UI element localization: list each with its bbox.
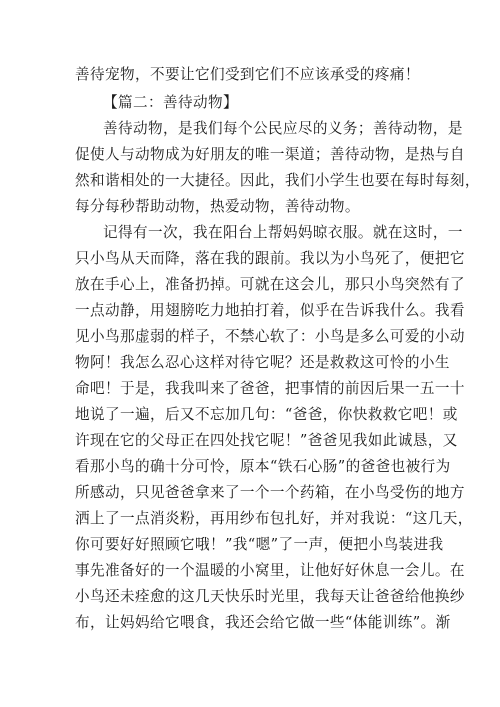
text-line: 布，让妈妈给它喂食，我还会给它做一些“体能训练”。渐 xyxy=(75,614,451,631)
text-line: 善待动物，是我们每个公民应尽的义务；善待动物，是 xyxy=(103,120,463,137)
text-line: 促使人与动物成为好朋友的唯一渠道；善待动物，是热与自 xyxy=(75,146,465,163)
text-line: 每分每秒帮助动物，热爱动物，善待动物。 xyxy=(75,198,360,215)
text-line: 记得有一次，我在阳台上帮妈妈晾衣服。就在这时，一 xyxy=(103,224,463,241)
text-line: 看那小鸟的确十分可怜，原本“铁石心肠”的爸爸也被行为 xyxy=(75,458,451,475)
text-line: 你可要好好照顾它哦！”我“嗯”了一声，便把小鸟装进我 xyxy=(75,536,444,553)
text-line: 命吧！于是，我我叫来了爸爸，把事情的前因后果一五一十 xyxy=(75,380,465,397)
text-line: 许现在它的父母正在四处找它呢！”爸爸见我如此诚恳，又 xyxy=(75,432,458,449)
text-line: 小鸟还未痊愈的这几天快乐时光里，我每天让爸爸给他换纱 xyxy=(75,588,465,605)
text-line: 见小鸟那虚弱的样子，不禁心软了：小鸟是多么可爱的小动 xyxy=(75,328,465,345)
text-line: 一点动静，用翅膀吃力地拍打着，似乎在告诉我什么。我看 xyxy=(75,302,465,319)
text-line: 放在手心上，准备扔掉。可就在这会儿，那只小鸟突然有了 xyxy=(75,276,465,293)
text-line: 物阿！我怎么忍心这样对待它呢？还是救救这可怜的小生 xyxy=(75,354,450,371)
section-heading: 【篇二：善待动物】 xyxy=(103,94,238,111)
text-line: 善待宠物，不要让它们受到它们不应该承受的疼痛！ xyxy=(75,66,420,83)
text-line: 只小鸟从天而降，落在我的跟前。我以为小鸟死了，便把它 xyxy=(75,250,465,267)
text-line: 洒上了一点消炎粉，再用纱布包扎好，并对我说：“这几天， xyxy=(75,510,473,527)
text-line: 所感动，只见爸爸拿来了一个一个药箱，在小鸟受伤的地方 xyxy=(75,484,465,501)
text-line: 事先准备好的一个温暖的小窝里，让他好好休息一会儿。在 xyxy=(75,562,465,579)
text-line: 地说了一遍，后又不忘加几句：“爸爸，你快救救它吧！或 xyxy=(75,406,458,423)
text-line: 然和谐相处的一大捷径。因此，我们小学生也要在每时每刻， xyxy=(75,172,480,189)
